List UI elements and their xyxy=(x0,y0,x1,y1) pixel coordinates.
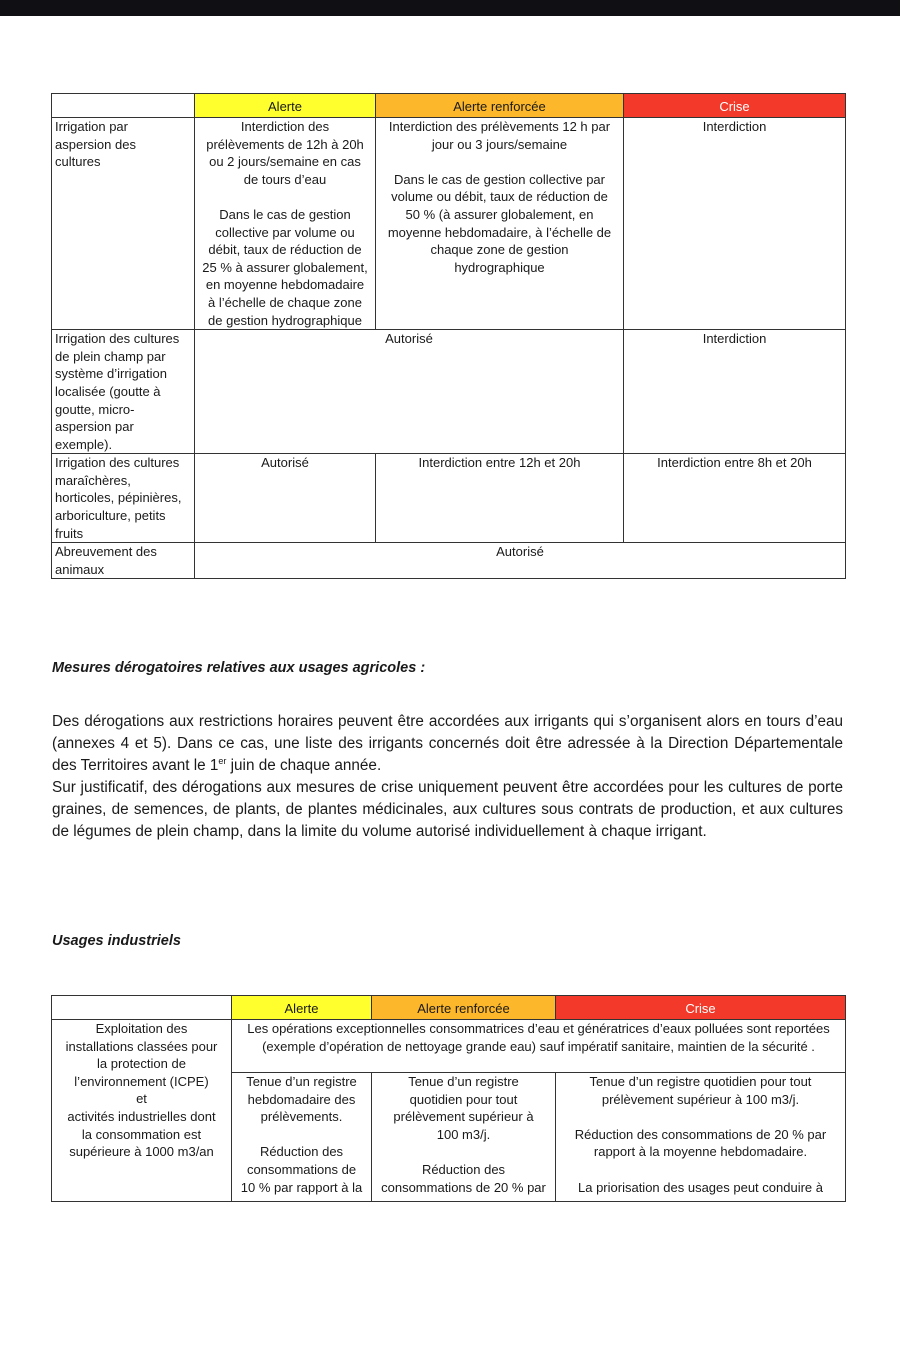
crise-cell: Tenue d’un registre quotidien pour tout prélèvement supérieur à 100 m3/j. Réduction des consommations de 20 % par rapport à la moyenne hebdomadaire. La priorisation des usages peut conduire à xyxy=(556,1073,846,1202)
table-header-row xyxy=(52,94,846,118)
alerte-cell: Tenue d’un registre hebdomadaire des prélèvements. Réduction des consommations de 10 % par rapport à la xyxy=(232,1073,372,1202)
derogations-paragraph-1 xyxy=(52,711,843,777)
alerte-renforcee-cell: Interdiction des prélèvements 12 h par jour ou 3 jours/semaine Dans le cas de gestion collective par volume ou débit, taux de réduction de 50 % (à assurer globalement, en moyenne hebdomadaire, à l’échelle de chaque zone de gestion hydrographique xyxy=(376,118,624,330)
header-alerte-renforcee: Alerte renforcée xyxy=(376,94,624,118)
derogations-paragraph-2: Sur justificatif, des dérogations aux mesures de crise uniquement peuvent être accordées pour les cultures de porte graines, de semences, de plants, de plantes médicinales, aux cultures sous contrats de production, et aux cultures de légumes de plein champ, dans la limite du volume autorisé individuellement à chaque irrigant. xyxy=(52,779,843,840)
table-row xyxy=(52,543,846,579)
alerte-renforcee-cell: Interdiction entre 12h et 20h xyxy=(376,454,624,543)
table-row xyxy=(52,118,846,330)
common-measures-cell: Les opérations exceptionnelles consommatrices d’eau et génératrices d’eaux polluées sont reportées (exemple d’opération de nettoyage grande eau) sauf impératif sanitaire, maintien de la sécurité . xyxy=(232,1020,846,1073)
header-alerte: Alerte xyxy=(195,94,376,118)
all-levels-cell: Autorisé xyxy=(195,543,846,579)
alerte-cell: Autorisé xyxy=(195,454,376,543)
usage-cell: Exploitation des installations classées pour la protection de l’environnement (ICPE) et activités industrielles dont la consommation est supérieure à 1000 m3/an xyxy=(52,1020,232,1202)
crise-cell: Interdiction xyxy=(624,330,846,454)
table-row xyxy=(52,1020,846,1073)
paragraph-text: Des dérogations aux restrictions horaires peuvent être accordées aux irrigants qui s’organisent alors en tours d’eau (annexes 4 et 5). Dans ce cas, une liste des irrigants concernés doit être adressée à la Direction Départementale des Territoires avant le 1 xyxy=(52,713,843,774)
alerte-and-renforcee-cell: Autorisé xyxy=(195,330,624,454)
derogations-heading: Mesures dérogatoires relatives aux usages agricoles : xyxy=(52,660,426,676)
alerte-cell: Interdiction des prélèvements de 12h à 20h ou 2 jours/semaine en cas de tours d’eau Dans le cas de gestion collective par volume ou débit, taux de réduction de 25 % à assurer globalement, en moyenne hebdomadaire à l’échelle de chaque zone de gestion hydrographique xyxy=(195,118,376,330)
crise-cell: Interdiction entre 8h et 20h xyxy=(624,454,846,543)
usage-cell: Irrigation par aspersion des cultures xyxy=(52,118,195,330)
header-empty-cell xyxy=(52,996,232,1020)
paragraph-text-end: juin de chaque année. xyxy=(226,757,382,774)
table-header-row xyxy=(52,996,846,1020)
header-alerte-renforcee: Alerte renforcée xyxy=(372,996,556,1020)
alerte-renforcee-cell: Tenue d’un registre quotidien pour tout prélèvement supérieur à 100 m3/j. Réduction des consommations de 20 % par xyxy=(372,1073,556,1202)
table-row xyxy=(52,330,846,454)
usage-cell: Abreuvement des animaux xyxy=(52,543,195,579)
agricultural-restrictions-table xyxy=(51,93,846,579)
table-row xyxy=(52,454,846,543)
header-crise: Crise xyxy=(624,94,846,118)
top-status-bar xyxy=(0,0,900,16)
ordinal-superscript: er xyxy=(218,755,227,766)
header-alerte: Alerte xyxy=(232,996,372,1020)
industrial-restrictions-table xyxy=(51,995,846,1202)
header-crise: Crise xyxy=(556,996,846,1020)
usage-cell: Irrigation des cultures de plein champ par système d’irrigation localisée (goutte à goutte, micro- aspersion par exemple). xyxy=(52,330,195,454)
header-empty-cell xyxy=(52,94,195,118)
usage-cell: Irrigation des cultures maraîchères, horticoles, pépinières, arboriculture, petits fruits xyxy=(52,454,195,543)
crise-cell: Interdiction xyxy=(624,118,846,330)
industrial-heading: Usages industriels xyxy=(52,933,181,949)
